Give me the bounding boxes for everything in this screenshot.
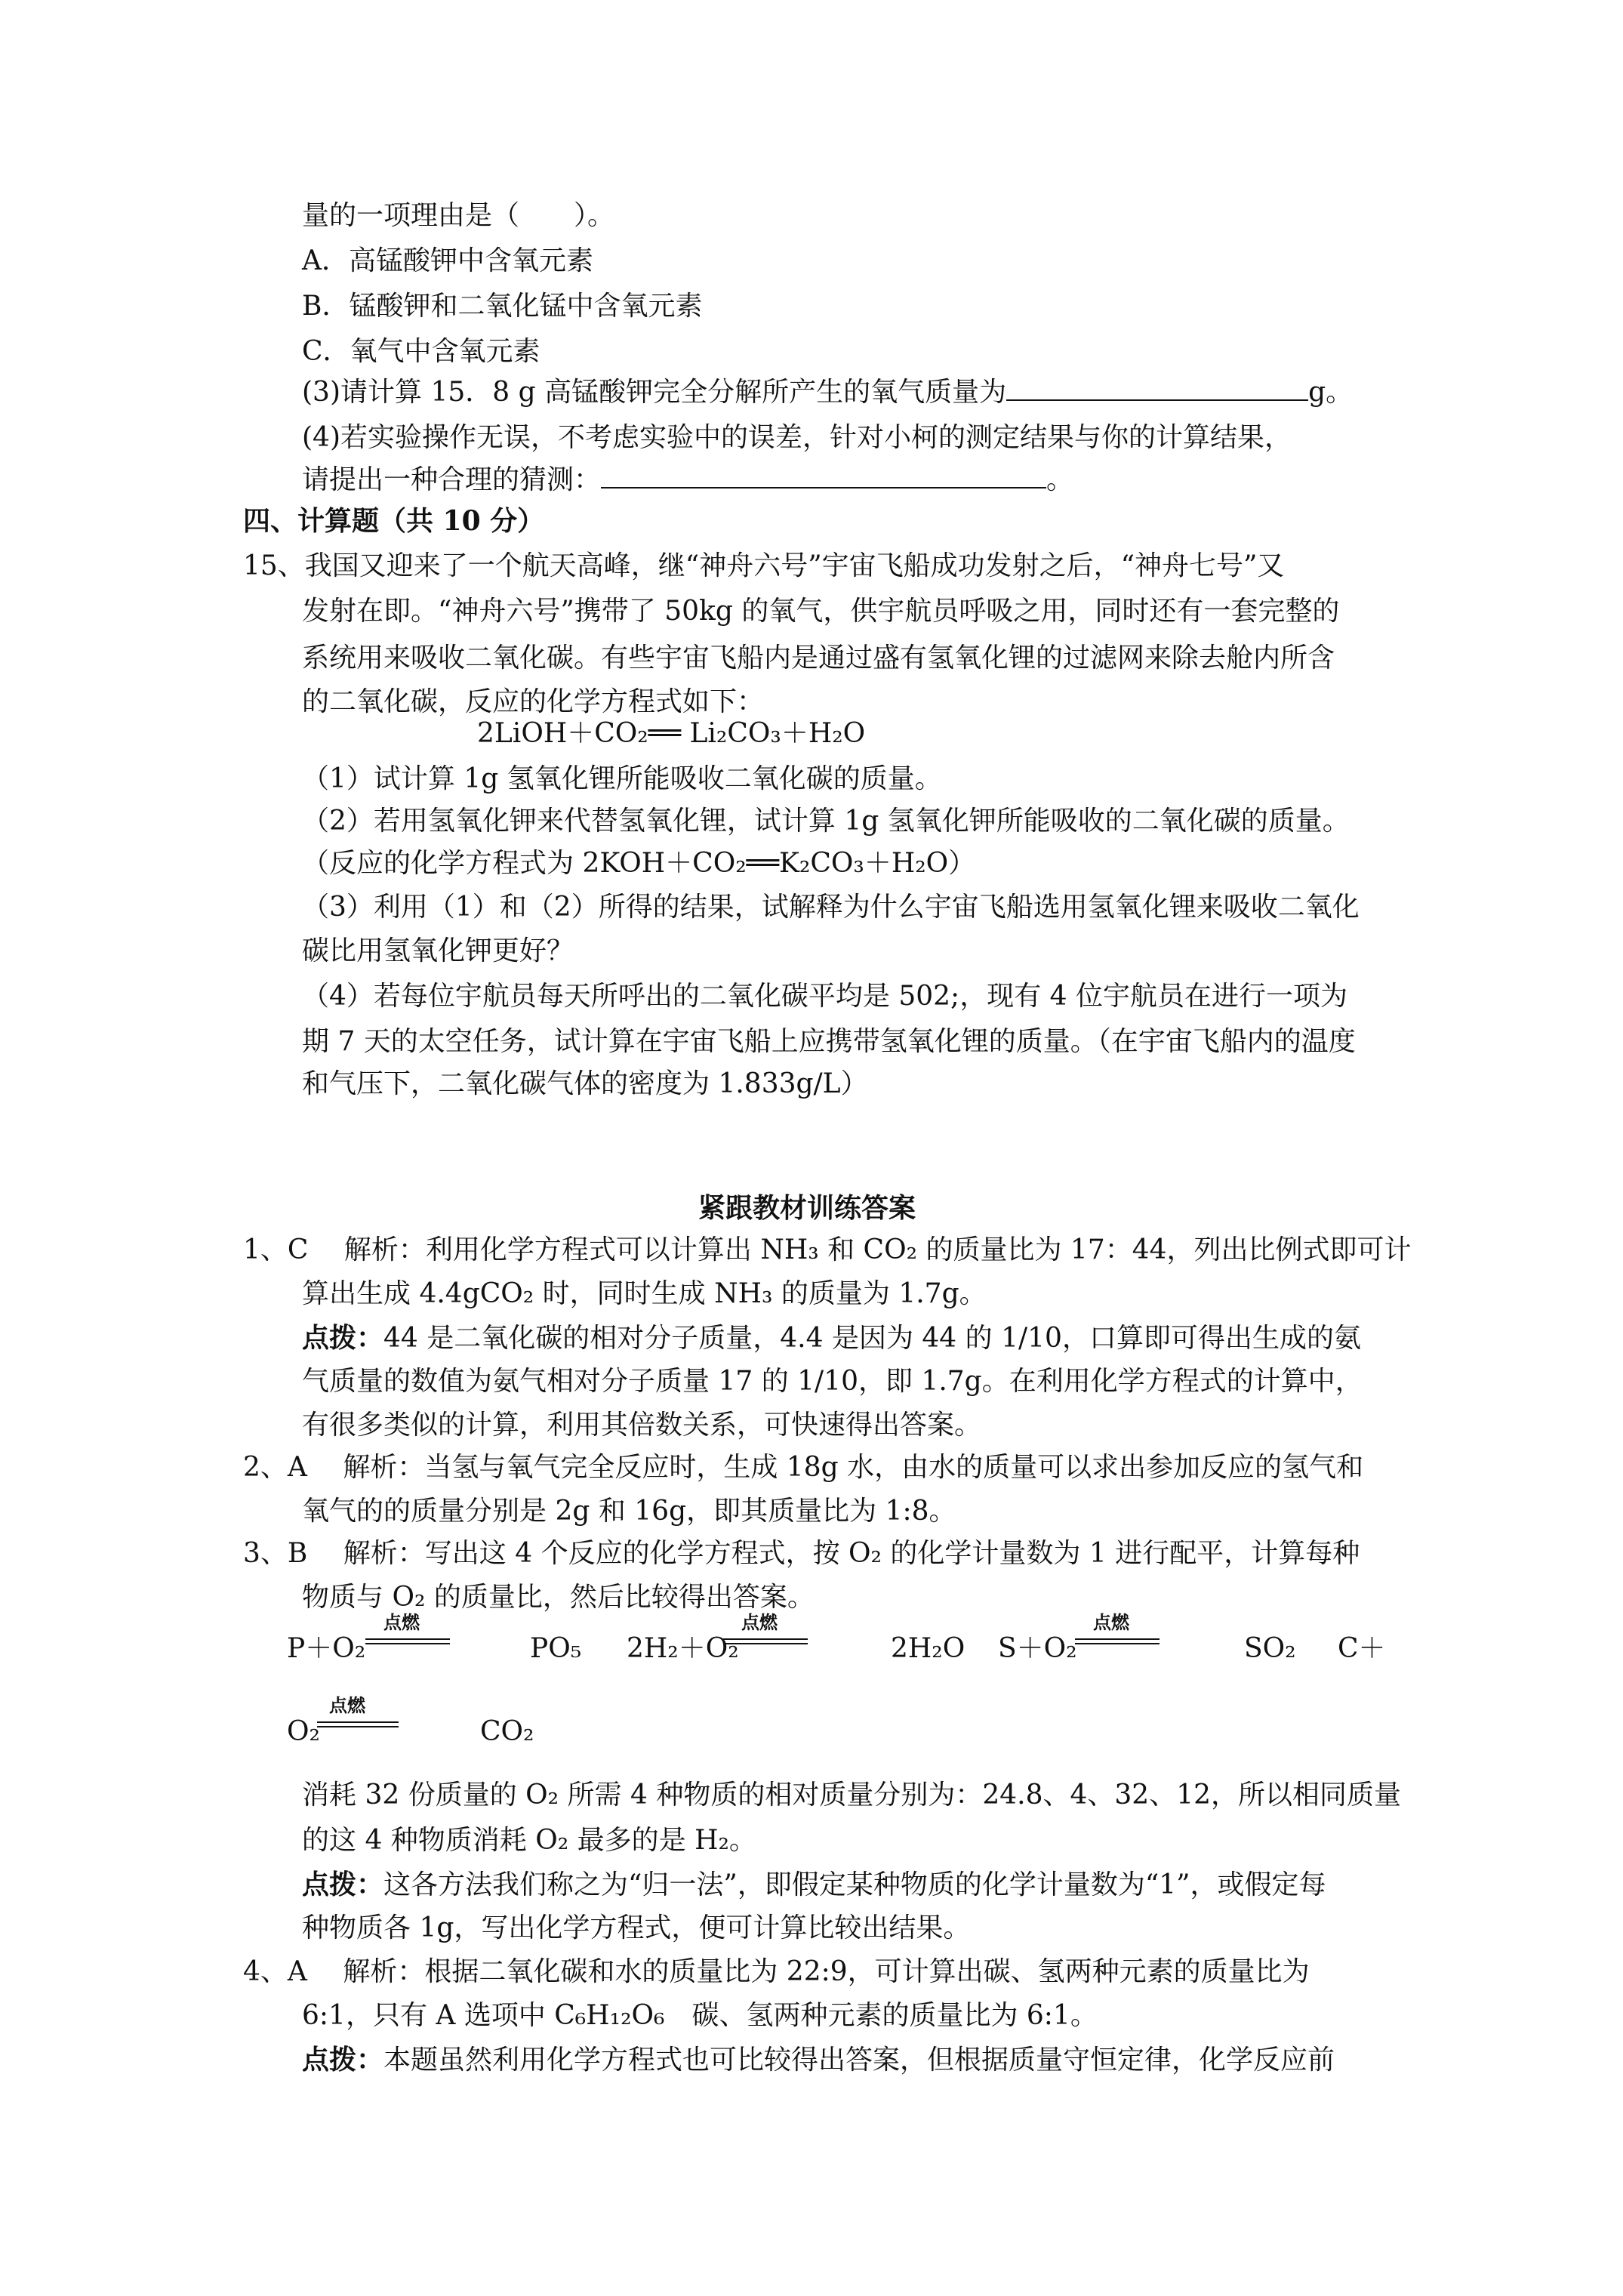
sub-question-1: （1）试计算 1g 氢氧化锂所能吸收二氧化碳的质量。 (302, 763, 942, 794)
equation-bar (723, 1638, 808, 1644)
sub-question-3-line1: （3）利用（1）和（2）所得的结果，试解释为什么宇宙飞船选用氢氧化锂来吸收二氧化 (302, 892, 1360, 923)
equation-4-right: CO₂ (480, 1716, 534, 1747)
option-c: C．氧气中含氧元素 (302, 336, 540, 367)
condition-label: 点燃 (741, 1611, 778, 1633)
question-4-text: 请提出一种合理的猜测： (302, 464, 602, 495)
equation-bar (1075, 1638, 1160, 1644)
equation-3-left: S＋O₂ (998, 1633, 1077, 1664)
question-3-text: (3)请计算 15．8 g 高锰酸钾完全分解所产生的氧气质量为 (302, 377, 1007, 408)
question-15-line4: 的二氧化碳，反应的化学方程式如下： (302, 686, 765, 717)
answer-4-line2: 6:1，只有 A 选项中 C₆H₁₂O₆ 碳、氢两种元素的质量比为 6:1。 (302, 2000, 1098, 2031)
question-15-line3: 系统用来吸收二氧化碳。有些宇宙飞船内是通过盛有氢氧化锂的过滤网来除去舱内所含 (302, 643, 1335, 673)
option-b: B．锰酸钾和二氧化锰中含氧元素 (302, 291, 703, 322)
answer-1-tip-line2: 气质量的数值为氨气相对分子质量 17 的 1/10，即 1.7g。在利用化学方程式的计算中， (302, 1366, 1363, 1397)
answer-1-tip-line1 (302, 1320, 1361, 1357)
sub-question-4-line2: 期 7 天的太空任务，试计算在宇宙飞船上应携带氢氧化锂的质量。（在宇宙飞船内的温度 (302, 1026, 1356, 1057)
question-3 (302, 374, 1353, 411)
option-a: A．高锰酸钾中含氧元素 (302, 245, 593, 276)
equation-1-right: PO₅ (530, 1633, 582, 1664)
answer-2-line1: 2、A 解析：当氢与氧气完全反应时，生成 18g 水，由水的质量可以求出参加反应的氢气和 (243, 1452, 1364, 1483)
condition-label: 点燃 (329, 1694, 365, 1716)
answer-3-body-line2: 的这 4 种物质消耗 O₂ 最多的是 H₂。 (302, 1825, 756, 1856)
main-equation: 2LiOH＋CO₂══ Li₂CO₃＋H₂O (477, 718, 866, 749)
answer-1-line2: 算出生成 4.4gCO₂ 时，同时生成 NH₃ 的质量为 1.7g。 (302, 1278, 987, 1309)
tip-label: 点拨： (302, 2044, 384, 2076)
answer-4-line1: 4、A 解析：根据二氧化碳和水的质量比为 22:9，可计算出碳、氢两种元素的质量比为 (243, 1956, 1310, 1987)
sub-question-2-note: （反应的化学方程式为 2KOH＋CO₂══K₂CO₃＋H₂O） (302, 848, 976, 879)
equation-4-left-a: C＋ (1338, 1633, 1386, 1664)
question-4-end: 。 (1046, 464, 1074, 495)
answer-1-tip-line3: 有很多类似的计算，利用其倍数关系，可快速得出答案。 (302, 1410, 982, 1441)
answer-2-line2: 氧气的的质量分别是 2g 和 16g，即其质量比为 1:8。 (302, 1496, 956, 1527)
tip-label: 点拨： (302, 1869, 384, 1900)
sub-question-2: （2）若用氢氧化钾来代替氢氧化锂，试计算 1g 氢氧化钾所能吸收的二氧化碳的质量。 (302, 806, 1350, 837)
condition-label: 点燃 (1093, 1611, 1129, 1633)
answer-3-body-line1: 消耗 32 份质量的 O₂ 所需 4 种物质的相对质量分别为：24.8、4、32、12，所以相同质量 (302, 1780, 1401, 1811)
sub-question-4-line1: （4）若每位宇航员每天所呼出的二氧化碳平均是 502;，现有 4 位宇航员在进行一项为 (302, 981, 1347, 1012)
equation-4-left-b: O₂ (287, 1716, 320, 1747)
answer-3-tip-line1 (302, 1866, 1326, 1903)
answer-blank (601, 464, 1046, 488)
equation-3-right: SO₂ (1244, 1633, 1296, 1664)
equation-2-right: 2H₂O (891, 1633, 965, 1664)
tip-text: 这各方法我们称之为“归一法”，即假定某种物质的化学计量数为“1”，或假定每 (383, 1869, 1326, 1900)
answers-title: 紧跟教材训练答案 (698, 1192, 916, 1224)
sub-question-3-line2: 碳比用氢氧化钾更好？ (302, 935, 574, 966)
equation-bar (317, 1721, 399, 1727)
answer-3-line1: 3、B 解析：写出这 4 个反应的化学方程式，按 O₂ 的化学计量数为 1 进行配平，计算每种 (243, 1538, 1360, 1569)
question-15-line1: 15、我国又迎来了一个航天高峰，继“神舟六号”宇宙飞船成功发射之后，“神舟七号”又 (243, 550, 1285, 581)
tip-text: 44 是二氧化碳的相对分子质量，4.4 是因为 44 的 1/10，口算即可得出生成的氨 (383, 1323, 1361, 1354)
question-text: 量的一项理由是（ ）。 (302, 200, 615, 231)
condition-label: 点燃 (383, 1611, 420, 1633)
question-15-line2: 发射在即。“神舟六号”携带了 50kg 的氧气，供宇航员呼吸之用，同时还有一套完整的 (302, 596, 1340, 627)
answer-3-tip-line2: 种物质各 1g，写出化学方程式，便可计算比较出结果。 (302, 1912, 971, 1943)
answer-blank (1006, 377, 1308, 401)
answer-4-tip-line1 (302, 2042, 1335, 2079)
tip-label: 点拨： (302, 1322, 384, 1354)
sub-question-4-line3: 和气压下，二氧化碳气体的密度为 1.833g/L） (302, 1068, 868, 1099)
question-3-unit: g。 (1308, 377, 1354, 408)
equation-2-left: 2H₂＋O₂ (627, 1633, 739, 1664)
tip-text: 本题虽然利用化学方程式也可比较得出答案，但根据质量守恒定律，化学反应前 (383, 2045, 1335, 2076)
question-4-line2 (302, 462, 1073, 498)
equation-1-left: P＋O₂ (287, 1633, 366, 1664)
section-heading: 四、计算题（共 10 分） (243, 505, 545, 537)
question-4-line1: (4)若实验操作无误，不考虑实验中的误差，针对小柯的测定结果与你的计算结果， (302, 422, 1292, 453)
answer-3-line2: 物质与 O₂ 的质量比，然后比较得出答案。 (302, 1582, 815, 1613)
equation-bar (365, 1638, 450, 1644)
answer-1-line1: 1、C 解析：利用化学方程式可以计算出 NH₃ 和 CO₂ 的质量比为 17：44，列出比例式即可计 (243, 1234, 1412, 1265)
